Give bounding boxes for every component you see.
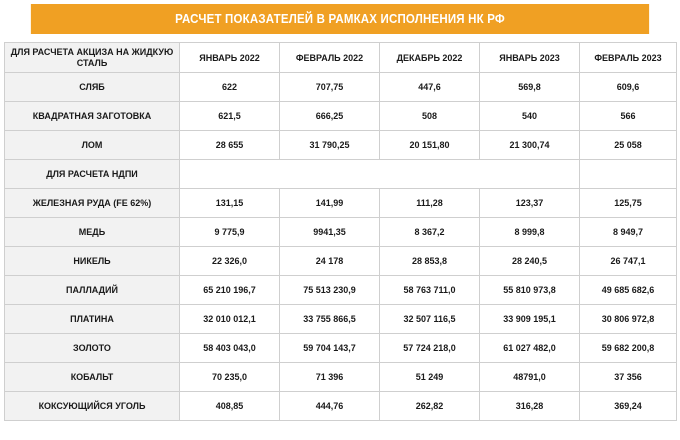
value-cell: 125,75 xyxy=(580,189,677,218)
row-label: СЛЯБ xyxy=(5,73,180,102)
table-row xyxy=(5,131,677,160)
value-cell: 28 853,8 xyxy=(380,247,480,276)
value-cell: 26 747,1 xyxy=(580,247,677,276)
value-cell: 65 210 196,7 xyxy=(180,276,280,305)
table-row xyxy=(5,363,677,392)
value-cell: 25 058 xyxy=(580,131,677,160)
value-cell: 70 235,0 xyxy=(180,363,280,392)
table-row xyxy=(5,276,677,305)
value-cell: 131,15 xyxy=(180,189,280,218)
value-cell: 20 151,80 xyxy=(380,131,480,160)
value-cell: 30 806 972,8 xyxy=(580,305,677,334)
value-cell: 22 326,0 xyxy=(180,247,280,276)
row-label: НИКЕЛЬ xyxy=(5,247,180,276)
row-label: ПАЛЛАДИЙ xyxy=(5,276,180,305)
value-cell: 111,28 xyxy=(380,189,480,218)
value-cell: 447,6 xyxy=(380,73,480,102)
value-cell: 508 xyxy=(380,102,480,131)
value-cell: 408,85 xyxy=(180,392,280,421)
month-header: ФЕВРАЛЬ 2022 xyxy=(280,43,380,73)
value-cell: 9 775,9 xyxy=(180,218,280,247)
table-row xyxy=(5,305,677,334)
empty-cell xyxy=(180,160,580,189)
section-header-row xyxy=(5,160,677,189)
value-cell: 707,75 xyxy=(280,73,380,102)
table-body xyxy=(5,43,677,421)
row-label: КОКСУЮЩИЙСЯ УГОЛЬ xyxy=(5,392,180,421)
value-cell: 369,24 xyxy=(580,392,677,421)
table-row xyxy=(5,334,677,363)
month-header: ЯНВАРЬ 2023 xyxy=(480,43,580,73)
value-cell: 51 249 xyxy=(380,363,480,392)
value-cell: 262,82 xyxy=(380,392,480,421)
row-label: КВАДРАТНАЯ ЗАГОТОВКА xyxy=(5,102,180,131)
value-cell: 49 685 682,6 xyxy=(580,276,677,305)
row-label: МЕДЬ xyxy=(5,218,180,247)
table-row xyxy=(5,102,677,131)
row-label: КОБАЛЬТ xyxy=(5,363,180,392)
value-cell: 59 704 143,7 xyxy=(280,334,380,363)
value-cell: 8 999,8 xyxy=(480,218,580,247)
value-cell: 141,99 xyxy=(280,189,380,218)
table-row xyxy=(5,218,677,247)
value-cell: 566 xyxy=(580,102,677,131)
value-cell: 61 027 482,0 xyxy=(480,334,580,363)
value-cell: 8 367,2 xyxy=(380,218,480,247)
value-cell: 316,28 xyxy=(480,392,580,421)
value-cell: 32 010 012,1 xyxy=(180,305,280,334)
value-cell: 123,37 xyxy=(480,189,580,218)
row-label: ЗОЛОТО xyxy=(5,334,180,363)
value-cell: 609,6 xyxy=(580,73,677,102)
table-row xyxy=(5,73,677,102)
value-cell: 58 763 711,0 xyxy=(380,276,480,305)
value-cell: 28 240,5 xyxy=(480,247,580,276)
empty-cell xyxy=(580,160,677,189)
value-cell: 58 403 043,0 xyxy=(180,334,280,363)
value-cell: 9941,35 xyxy=(280,218,380,247)
value-cell: 31 790,25 xyxy=(280,131,380,160)
title-bar xyxy=(31,4,649,34)
value-cell: 71 396 xyxy=(280,363,380,392)
value-cell: 569,8 xyxy=(480,73,580,102)
row-label: ПЛАТИНА xyxy=(5,305,180,334)
page-title: РАСЧЕТ ПОКАЗАТЕЛЕЙ В РАМКАХ ИСПОЛНЕНИЯ НК РФ xyxy=(175,12,505,26)
indicators-table xyxy=(4,42,677,421)
value-cell: 621,5 xyxy=(180,102,280,131)
value-cell: 28 655 xyxy=(180,131,280,160)
value-cell: 48791,0 xyxy=(480,363,580,392)
value-cell: 24 178 xyxy=(280,247,380,276)
value-cell: 622 xyxy=(180,73,280,102)
section-label-ndpi: ДЛЯ РАСЧЕТА НДПИ xyxy=(5,160,180,189)
value-cell: 33 909 195,1 xyxy=(480,305,580,334)
value-cell: 55 810 973,8 xyxy=(480,276,580,305)
row-label: ЖЕЛЕЗНАЯ РУДА (FE 62%) xyxy=(5,189,180,218)
table-row xyxy=(5,247,677,276)
value-cell: 666,25 xyxy=(280,102,380,131)
value-cell: 37 356 xyxy=(580,363,677,392)
value-cell: 8 949,7 xyxy=(580,218,677,247)
month-header: ЯНВАРЬ 2022 xyxy=(180,43,280,73)
value-cell: 540 xyxy=(480,102,580,131)
value-cell: 21 300,74 xyxy=(480,131,580,160)
value-cell: 32 507 116,5 xyxy=(380,305,480,334)
value-cell: 75 513 230,9 xyxy=(280,276,380,305)
value-cell: 33 755 866,5 xyxy=(280,305,380,334)
table-row xyxy=(5,392,677,421)
section-label-excise: ДЛЯ РАСЧЕТА АКЦИЗА НА ЖИДКУЮ СТАЛЬ xyxy=(5,43,180,73)
header-row xyxy=(5,43,677,73)
month-header: ДЕКАБРЬ 2022 xyxy=(380,43,480,73)
month-header: ФЕВРАЛЬ 2023 xyxy=(580,43,677,73)
value-cell: 444,76 xyxy=(280,392,380,421)
table-row xyxy=(5,189,677,218)
row-label: ЛОМ xyxy=(5,131,180,160)
value-cell: 57 724 218,0 xyxy=(380,334,480,363)
value-cell: 59 682 200,8 xyxy=(580,334,677,363)
